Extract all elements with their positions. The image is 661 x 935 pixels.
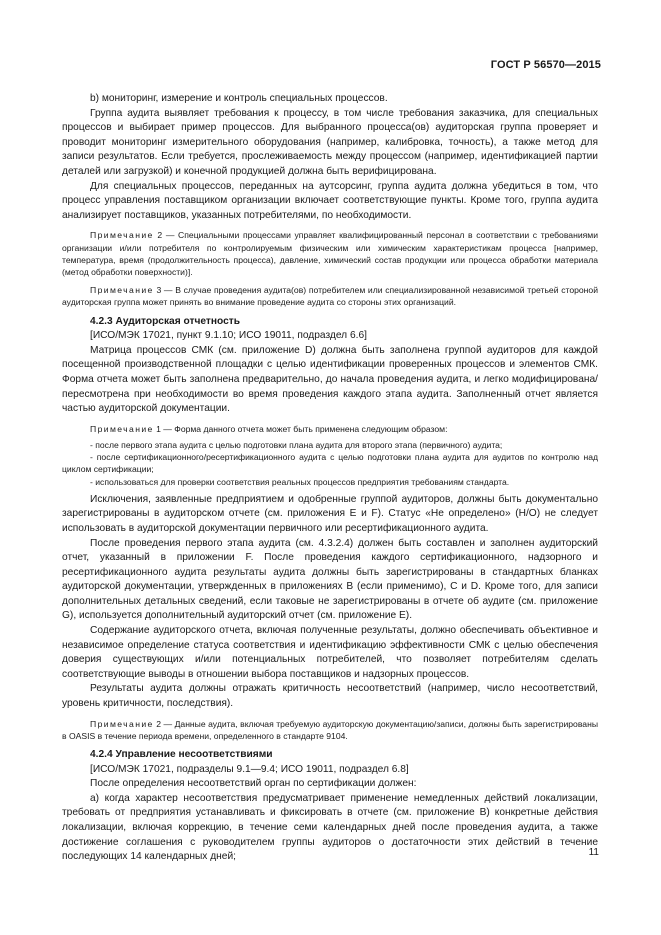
note <box>62 718 598 742</box>
paragraph: После проведения первого этапа аудита (см. 4.3.2.4) должен быть составлен и заполнен аудиторский отчет, указанный в приложении F. После проведения каждого сертификационного, надзорного и ресертификационного аудита результаты аудита должны быть зарегистрированы в стандартных бланках аудиторской документации, утвержденных в приложениях B (если применимо), C и D. Кроме того, для записи дополнительных детальных сведений, если таковые не зарегистрированы в отчете об аудите (см. приложение G), используется дополнительный аудиторский отчет (см. приложение E). <box>62 537 598 622</box>
note-label: Примечание <box>90 285 154 296</box>
note-list-item: - использоваться для проверки соответствия реальных процессов предприятия требованиям стандарта. <box>90 476 510 487</box>
document-header: ГОСТ Р 56570—2015 <box>490 59 601 71</box>
note-label: Примечание <box>90 230 154 241</box>
note-text: 1 — Форма данного отчета может быть применена следующим образом: <box>153 423 448 434</box>
note <box>62 423 598 435</box>
note-text: 2 — Данные аудита, включая требуемую аудиторскую документацию/записи, должны быть зарегистрированы в OASIS в течение периода времени, определенного в стандарте 9104. <box>62 718 598 741</box>
paragraph: Для специальных процессов, переданных на аутсорсинг, группа аудита должна убедиться в том, что процесс управления поставщиком организации включает соответствующие пункты. Кроме того, группа аудита анализирует поставщиков, указанных потребителями, по необходимости. <box>62 180 598 221</box>
paragraph: После определения несоответствий орган по сертификации должен: <box>90 778 417 790</box>
paragraph: Матрица процессов СМК (см. приложение D) должна быть заполнена группой аудиторов для каждой посещенной производственной площадки с целью идентификации проверенных процессов и элементов СМК. Форма отчета может быть заполнена предварительно, до начала проведения аудита, и легко модифицирована/пересмотрена при необходимости во время проведения каждого этапа аудита. Заполненный отчет является частью аудиторской документации. <box>62 344 598 415</box>
paragraph: Содержание аудиторского отчета, включая полученные результаты, должно обеспечивать объективное и независимое определение статуса соответствия и идентификацию эффективности СМК с целью обеспечения доверия существующих и/или потенциальных потребителей, что позволяет потребителям сделать соответствующие выводы в отношении выбора поставщиков и надзорных процессов. <box>62 625 598 680</box>
paragraph: а) когда характер несоответствия предусматривает применение немедленных действий локализации, требовать от предприятия устанавливать и фиксировать в отчете (см. приложение B) конкретные действия локализации, включая коррекцию, в течение семи календарных дней после проведения аудита, а также достижение соглашения с руководителем группы аудиторов о достаточности этих действий в течение последующих 14 календарных дней; <box>62 792 598 863</box>
paragraph: Результаты аудита должны отражать критичность несоответствий (например, число несоответствий, уровень критичности, последствия). <box>62 683 598 710</box>
section-heading: 4.2.3 Аудиторская отчетность <box>90 315 241 327</box>
document-body <box>62 92 598 865</box>
page-number: 11 <box>588 847 599 858</box>
section-heading: 4.2.4 Управление несоответствиями <box>90 749 273 761</box>
paragraph: b) мониторинг, измерение и контроль специальных процессов. <box>90 93 388 104</box>
note-text: 2 — Специальными процессами управляет квалифицированный персонал в соответствии с требованиями организации и/или потребителя по контролируемым физическим или химическим характеристикам процесса [например, температура, время (продолжительность процесса), давление, химический состав продукции или процесса обработки материала (метод обработки поверхности)]. <box>62 230 598 277</box>
paragraph: Исключения, заявленные предприятием и одобренные группой аудиторов, должны быть документально зарегистрированы в аудиторском отчете (см. приложения E и F). Статус «Не определено» (Н/О) не следует использовать в аудиторской документации первичного или ресертификационного аудита. <box>62 493 598 534</box>
note <box>62 229 598 278</box>
reference: [ИСО/МЭК 17021, подразделы 9.1—9.4; ИСО 19011, подраздел 6.8] <box>90 763 409 775</box>
paragraph: Группа аудита выявляет требования к процессу, в том числе требования заказчика, для специальных процессов и выбирает пример процессов. Для выбранного процесса(ов) аудиторская группа проверяет и проводит мониторинг измерительного оборудования (например, калибровка, точность), а также метод для записи результатов. Если требуется, прослеживаемость между процессом (например, идентификацией партии деталей или загрузкой) и конечной продукцией должна быть верифицирована. <box>62 107 598 177</box>
note-list-item: - после сертификационного/ресертификационного аудита с целью подготовки плана аудита для аудитов по контролю над циклом сертификации; <box>62 452 598 475</box>
note-list-item: - после первого этапа аудита с целью подготовки плана аудита для второго этапа (первичного) аудита; <box>90 439 503 450</box>
reference: [ИСО/МЭК 17021, пункт 9.1.10; ИСО 19011, подраздел 6.6] <box>90 330 367 342</box>
note-label: Примечание <box>90 718 154 729</box>
note <box>62 284 598 308</box>
note-text: 3 — В случае проведения аудита(ов) потребителем или специализированной независимой третьей стороной аудиторская группа может принять во внимание проведение аудита со стороны этих организаций. <box>62 285 598 308</box>
note-label: Примечание <box>90 423 154 434</box>
